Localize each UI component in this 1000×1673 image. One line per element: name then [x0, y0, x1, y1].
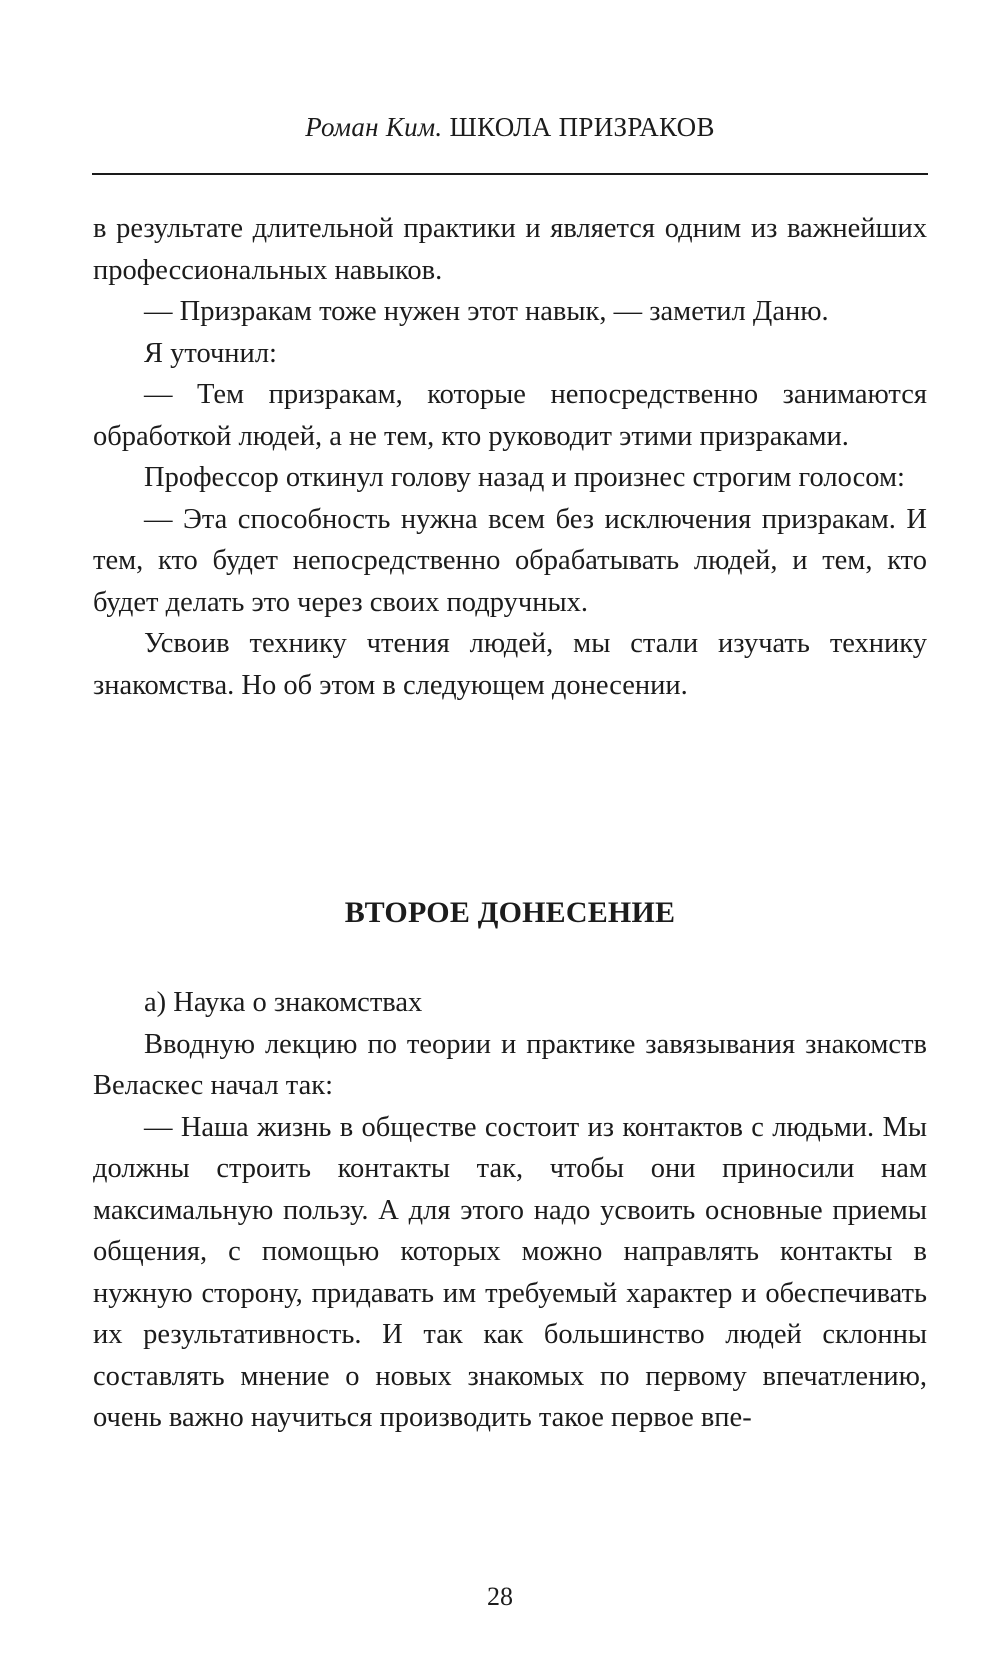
paragraph: Я уточнил: [144, 337, 277, 369]
paragraph: в результате длительной практики и является одним из важнейших профессиональных навыков. [93, 213, 927, 286]
paragraph: — Наша жизнь в обществе состоит из контактов с людьми. Мы должны строить контакты так, чтобы они приносили нам максимальную пользу. А для этого надо усвоить основные приемы общения, с помощью которых можно направлять контакты в нужную сторону, придавать им требуемый характер и обеспечивать их результативность. И так как большинство людей склонны составлять мнение о новых знакомых по первому впечатлению, очень важно научиться производить такое первое впе- [93, 1111, 927, 1433]
running-head-author: Роман Ким. [305, 112, 443, 142]
paragraph: Усвоив технику чтения людей, мы стали изучать технику знакомства. Но об этом в следующем донесении. [93, 628, 927, 701]
paragraph: — Эта способность нужна всем без исключения призракам. И тем, кто будет непосредственно обрабатывать людей, и тем, кто будет делать это через своих подручных. [93, 503, 927, 618]
running-head-title: ШКОЛА ПРИЗРАКОВ [449, 112, 715, 142]
paragraph: — Призракам тоже нужен этот навык, — заметил Даню. [144, 296, 829, 327]
page-number: 28 [487, 1582, 513, 1611]
body-text-after-heading [93, 982, 927, 1439]
subsection-title: а) Наука о знакомствах [144, 987, 423, 1018]
running-head [90, 112, 930, 143]
header-rule [92, 173, 928, 175]
paragraph: Вводную лекцию по теории и практике завязывания знакомств Веласкес начал так: [93, 1028, 927, 1101]
body-text-before-heading [93, 208, 927, 706]
section-heading: ВТОРОЕ ДОНЕСЕНИЕ [344, 896, 676, 929]
paragraph: Профессор откинул голову назад и произнес строгим голосом: [144, 462, 905, 493]
paragraph: — Тем призракам, которые непосредственно занимаются обработкой людей, а не тем, кто руководит этими призраками. [93, 379, 927, 452]
